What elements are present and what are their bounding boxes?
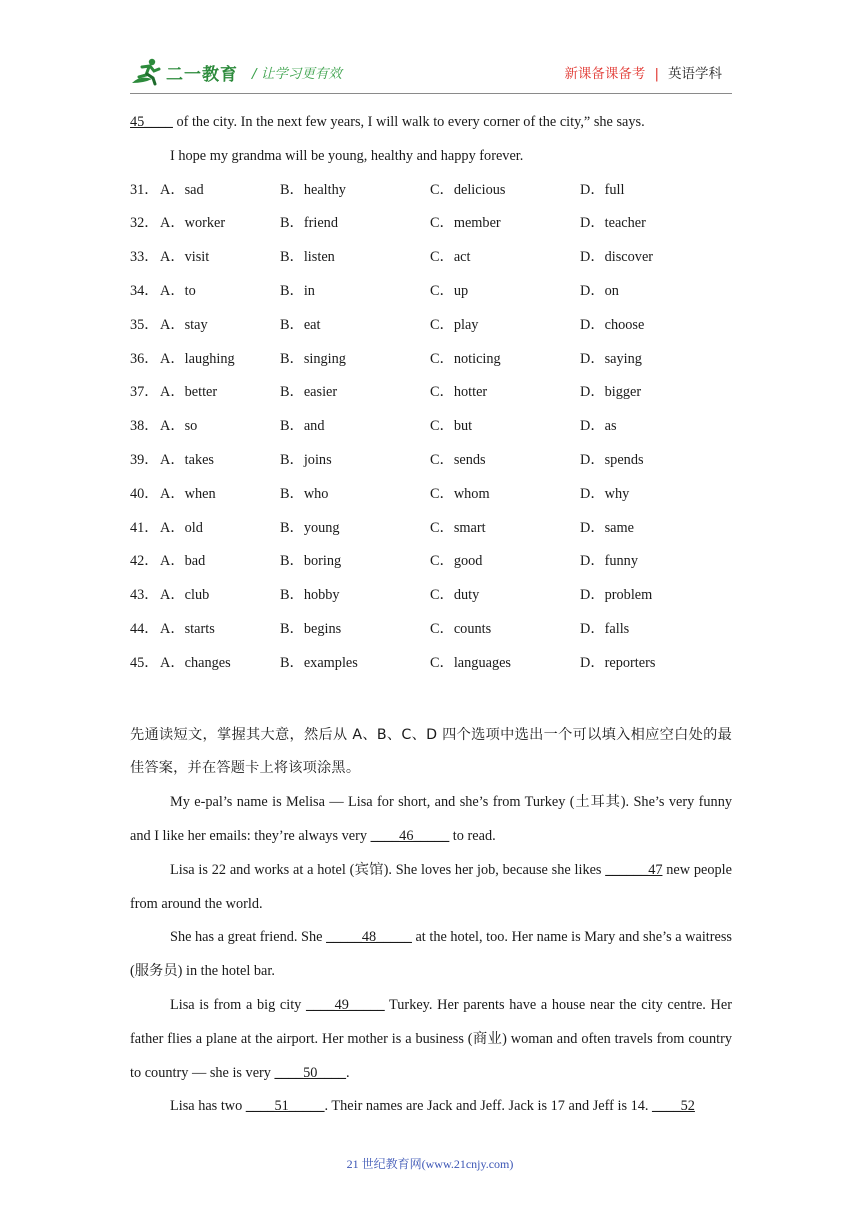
question-row xyxy=(130,518,732,552)
question-number: 37． xyxy=(130,384,159,401)
question-number: 41． xyxy=(130,519,159,536)
option-a: A．changes xyxy=(160,654,231,671)
option-c: C．counts xyxy=(430,620,492,637)
question-list xyxy=(130,180,732,687)
option-a: A．worker xyxy=(160,215,226,232)
option-b: B．young xyxy=(280,519,340,536)
answer-blank: _____48_____ xyxy=(326,929,412,946)
slogan: / 让学习更有效 xyxy=(252,66,342,82)
header-separator: | xyxy=(654,66,659,82)
option-b: B．singing xyxy=(280,350,346,367)
option-a: A．sad xyxy=(160,181,204,198)
passage-text: Lisa has two xyxy=(170,1098,246,1115)
passage-text: My e-pal’s name is Melisa — Lisa for short, and she’s from Turkey (土耳其). She’s very funny and I like her emails: they’re always very xyxy=(130,794,732,844)
header-course-label: 新课备课备考 xyxy=(564,66,646,82)
passage-text: . xyxy=(346,1064,350,1081)
option-b: B．and xyxy=(280,418,325,435)
option-c: C．hotter xyxy=(430,384,488,401)
option-d: D．choose xyxy=(580,316,645,333)
blank-45: 45____ xyxy=(130,114,173,130)
question-number: 32． xyxy=(130,215,159,232)
passage-text: Lisa is from a big city xyxy=(170,996,306,1013)
document-body xyxy=(130,112,732,1124)
passage-text: to read. xyxy=(449,827,496,844)
passage-text: . Their names are Jack and Jeff. Jack is 17 and Jeff is 14. xyxy=(324,1098,653,1115)
passage-text: Turkey. Her parents have a house near the city centre. Her father flies a plane at the airport. Her mother is a business (商业) woman and often travels from country to country — she is very xyxy=(130,996,732,1081)
answer-blank: ____46_____ xyxy=(370,827,450,844)
option-a: A．stay xyxy=(160,316,208,333)
question-number: 36． xyxy=(130,350,159,367)
passage-text: of the city. In the next few years, I will walk to every corner of the city,” she says. xyxy=(172,114,645,130)
question-number: 33． xyxy=(130,249,159,266)
passage-line xyxy=(130,112,732,146)
option-d: D．saying xyxy=(580,350,642,367)
passage-paragraph xyxy=(130,921,732,989)
option-d: D．teacher xyxy=(580,215,646,232)
option-c: C．sends xyxy=(430,451,486,468)
option-b: B．in xyxy=(280,282,315,299)
option-b: B．friend xyxy=(280,215,338,232)
passage-paragraph xyxy=(130,786,732,854)
question-number: 38． xyxy=(130,418,159,435)
option-c: C．play xyxy=(430,316,479,333)
option-a: A．starts xyxy=(160,620,215,637)
option-b: B．examples xyxy=(280,654,358,671)
page-footer: 21 世纪教育网(www.21cnjy.com) xyxy=(346,1157,514,1171)
question-row xyxy=(130,653,732,687)
option-c: C．duty xyxy=(430,587,480,604)
section-instruction: 先通读短文，掌握其大意，然后从 A、B、C、D 四个选项中选出一个可以填入相应空白处的最佳答案，并在答题卡上将该项涂黑。 xyxy=(130,726,732,777)
option-c: C．whom xyxy=(430,485,490,502)
answer-blank: ____49_____ xyxy=(306,996,385,1013)
answer-blank: ______47 xyxy=(605,861,663,878)
question-row xyxy=(130,382,732,416)
option-b: B．easier xyxy=(280,384,338,401)
option-a: A．club xyxy=(160,587,210,604)
answer-blank: ____50____ xyxy=(274,1064,347,1081)
question-number: 39． xyxy=(130,451,159,468)
option-b: B．joins xyxy=(280,451,332,468)
option-d: D．same xyxy=(580,519,634,536)
option-d: D．discover xyxy=(580,249,654,266)
passage-line: I hope my grandma will be young, healthy and happy forever. xyxy=(170,147,524,164)
option-c: C．good xyxy=(430,553,483,570)
option-c: C．act xyxy=(430,249,471,266)
option-a: A．to xyxy=(160,282,196,299)
option-b: B．healthy xyxy=(280,181,346,198)
option-c: C．but xyxy=(430,418,473,435)
question-number: 35． xyxy=(130,316,159,333)
answer-blank: ____52 xyxy=(652,1098,695,1115)
logo xyxy=(130,57,238,87)
option-a: A．takes xyxy=(160,451,214,468)
option-c: C．up xyxy=(430,282,469,299)
question-row xyxy=(130,619,732,653)
option-a: A．laughing xyxy=(160,350,235,367)
question-number: 40． xyxy=(130,485,159,502)
header-subject-label: 英语学科 xyxy=(668,66,722,82)
option-a: A．better xyxy=(160,384,218,401)
option-d: D．spends xyxy=(580,451,644,468)
passage-paragraph xyxy=(130,989,732,1090)
option-c: C．noticing xyxy=(430,350,501,367)
header-divider xyxy=(130,93,732,94)
question-row xyxy=(130,416,732,450)
passage-text: at the hotel, too. Her name is Mary and she’s a waitress (服务员) in the hotel bar. xyxy=(130,929,732,980)
option-b: B．begins xyxy=(280,620,342,637)
option-a: A．so xyxy=(160,418,198,435)
option-b: B．listen xyxy=(280,249,335,266)
question-row xyxy=(130,213,732,247)
option-a: A．old xyxy=(160,519,203,536)
option-c: C．member xyxy=(430,215,501,232)
option-b: B．eat xyxy=(280,316,321,333)
passage-text: new people from around the world. xyxy=(130,861,732,912)
option-c: C．smart xyxy=(430,519,486,536)
option-a: A．bad xyxy=(160,553,206,570)
question-number: 34． xyxy=(130,282,159,299)
option-b: B．who xyxy=(280,485,329,502)
option-d: D．reporters xyxy=(580,654,656,671)
option-a: A．visit xyxy=(160,249,210,266)
question-row xyxy=(130,484,732,518)
question-number: 42． xyxy=(130,553,159,570)
option-b: B．boring xyxy=(280,553,342,570)
page-header xyxy=(130,55,730,91)
question-number: 31． xyxy=(130,181,159,198)
option-d: D．why xyxy=(580,485,630,502)
header-subject xyxy=(564,62,722,82)
option-d: D．funny xyxy=(580,553,638,570)
option-d: D．bigger xyxy=(580,384,642,401)
passage-paragraph xyxy=(130,1090,732,1124)
question-number: 44． xyxy=(130,620,159,637)
option-d: D．full xyxy=(580,181,625,198)
question-row xyxy=(130,450,732,484)
option-b: B．hobby xyxy=(280,587,340,604)
passage-text: Lisa is 22 and works at a hotel (宾馆). She loves her job, because she likes xyxy=(170,861,606,878)
question-row xyxy=(130,585,732,619)
question-row xyxy=(130,180,732,214)
reading-passage xyxy=(130,786,732,1124)
logo-text: 二一教育 xyxy=(166,64,238,85)
option-d: D．on xyxy=(580,282,619,299)
option-a: A．when xyxy=(160,485,216,502)
passage-paragraph xyxy=(130,854,732,922)
question-row xyxy=(130,315,732,349)
question-row xyxy=(130,281,732,315)
question-number: 43． xyxy=(130,587,159,604)
passage-text: She has a great friend. She xyxy=(170,929,327,946)
option-d: D．as xyxy=(580,418,617,435)
option-d: D．problem xyxy=(580,587,653,604)
option-c: C．languages xyxy=(430,654,511,671)
running-man-logo-icon xyxy=(130,57,164,87)
question-row xyxy=(130,349,732,383)
question-number: 45． xyxy=(130,654,159,671)
option-c: C．delicious xyxy=(430,181,506,198)
question-row xyxy=(130,247,732,281)
answer-blank: ____51_____ xyxy=(245,1098,325,1115)
option-d: D．falls xyxy=(580,620,630,637)
question-row xyxy=(130,551,732,585)
